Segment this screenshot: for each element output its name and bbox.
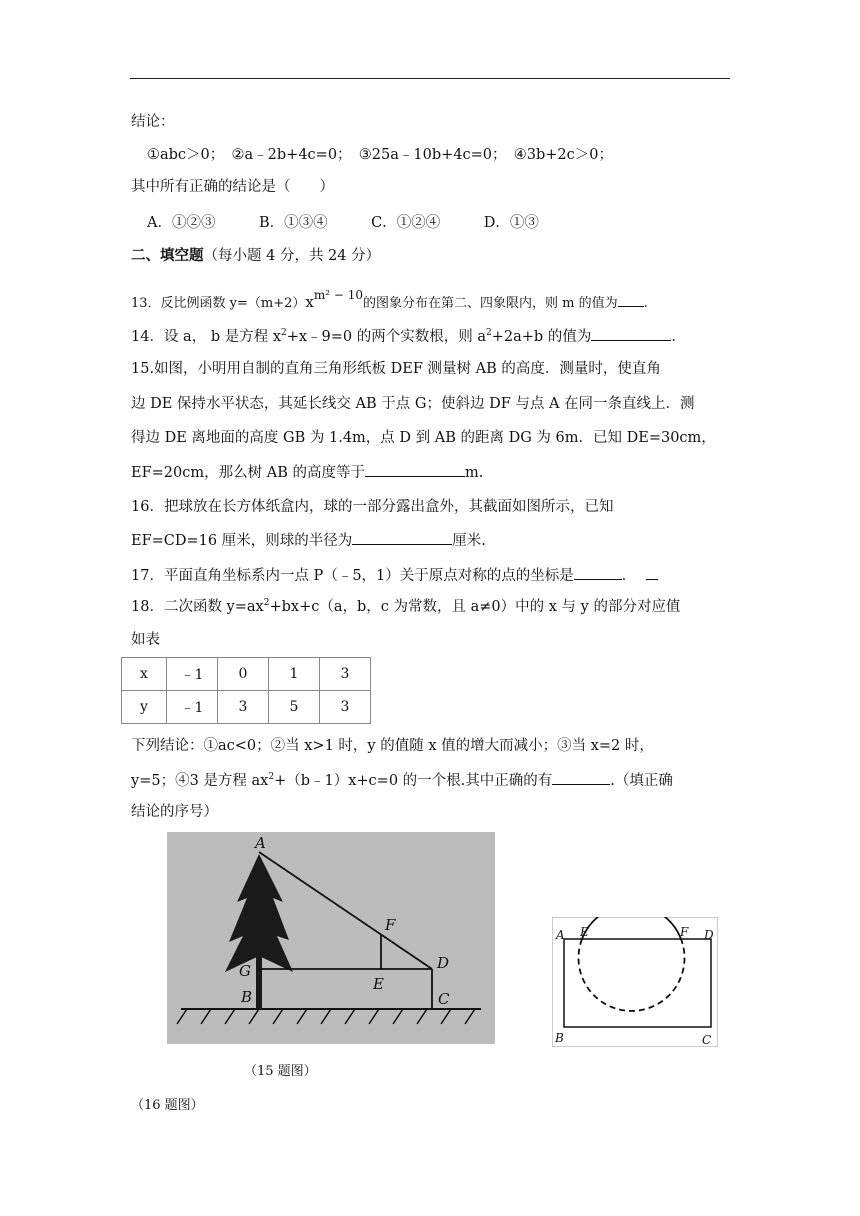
q18-line1-a: 18．二次函数 y=ax — [131, 599, 264, 615]
q15-line4 — [131, 462, 483, 483]
label-D: D — [704, 928, 714, 942]
table-cell: ﹣1 — [167, 691, 218, 724]
q15-line2: 边 DE 保持水平状态，其延长线交 AB 于点 G；使斜边 DF 与点 A 在同一条直线上．测 — [131, 396, 695, 412]
q18-answer-blank[interactable] — [552, 770, 610, 785]
q13-end: . — [643, 296, 648, 311]
q15-line4-text: EF=20cm，那么树 AB 的高度等于 — [131, 465, 365, 481]
table-cell: 3 — [320, 691, 371, 724]
q16-line2-text: EF=CD=16 厘米，则球的半径为 — [131, 533, 353, 549]
q14-end: . — [671, 329, 676, 345]
value-table — [121, 657, 371, 724]
label-C: C — [702, 1033, 712, 1047]
label-G: G — [239, 962, 251, 980]
q13-answer-blank[interactable] — [618, 292, 644, 307]
answer-options: A．①②③ B．①③④ C．①②④ D．①③ — [147, 215, 539, 231]
label-A: A — [255, 834, 266, 852]
q15-line1: 15.如图，小明用自制的直角三角形纸板 DEF 测量树 AB 的高度．测量时，使直角 — [131, 361, 661, 377]
q17-text: 17．平面直角坐标系内一点 P（﹣5，1）关于原点对称的点的坐标是 — [131, 568, 574, 584]
q18-conclusions-1: 下列结论：①ac<0；②当 x>1 时，y 的值随 x 值的增大而减小；③当 x=2 时， — [131, 738, 654, 754]
q14-part1: 14．设 a， b 是方程 x — [131, 329, 281, 345]
q13-post: 的图象分布在第二、四象限内，则 m 的值为 — [363, 296, 618, 311]
table-cell: x — [122, 658, 167, 691]
q18-conclusions-2 — [131, 770, 673, 791]
label-C: C — [438, 990, 450, 1008]
table-row — [122, 658, 371, 691]
section-heading — [131, 246, 380, 266]
q13-base: x — [305, 293, 314, 311]
q17-trailing-blank — [646, 565, 658, 580]
q18-line1 — [131, 597, 680, 617]
question-13 — [131, 288, 648, 314]
question-14 — [131, 326, 676, 347]
table-cell: 3 — [218, 691, 269, 724]
question-stem: 其中所有正确的结论是（ ） — [131, 179, 334, 195]
q18-c2-b: +（b﹣1）x+c=0 的一个根.其中正确的有 — [274, 773, 553, 789]
q16-line2 — [131, 530, 486, 551]
figure-16 — [552, 917, 718, 1047]
q18-sup2: 2 — [268, 772, 275, 783]
table-cell: 0 — [218, 658, 269, 691]
q18-line1-b: +bx+c（a，b，c 为常数，且 a≠0）中的 x 与 y 的部分对应值 — [269, 599, 681, 615]
q13-pre: 13．反比例函数 y=（m+2） — [131, 296, 306, 311]
q16-answer-blank[interactable] — [352, 530, 452, 545]
q16-line1: 16．把球放在长方体纸盒内，球的一部分露出盒外，其截面如图所示，已知 — [131, 499, 614, 515]
q17-end: ． — [621, 568, 637, 584]
label-A: A — [556, 928, 565, 942]
q15-answer-blank[interactable] — [365, 462, 465, 477]
conclusions-line: ①abc＞0； ②a﹣2b+4c=0； ③25a﹣10b+4c=0； ④3b+2c＞0； — [147, 147, 613, 163]
table-cell: ﹣1 — [167, 658, 218, 691]
table-cell: 5 — [269, 691, 320, 724]
q18-sup1: 2 — [263, 598, 270, 609]
figure-16-caption: （16 题图） — [131, 1098, 204, 1113]
q14-answer-blank[interactable] — [591, 326, 671, 341]
figure-15-caption: （15 题图） — [244, 1064, 317, 1079]
label-E: E — [373, 975, 384, 993]
q18-c2-a: y=5；④3 是方程 ax — [131, 773, 269, 789]
q13-exponent: m² − 10 — [313, 288, 364, 302]
header-rule — [130, 78, 730, 79]
q14-part3: +2a+b 的值为 — [491, 329, 592, 345]
q16-unit: 厘米. — [452, 533, 486, 549]
table-cell: 1 — [269, 658, 320, 691]
conclusion-label: 结论： — [131, 114, 175, 130]
table-row — [122, 691, 371, 724]
label-D: D — [437, 954, 450, 972]
label-F: F — [385, 916, 396, 934]
q18-c2-c: .（填正确 — [610, 773, 673, 789]
q14-sup1: 2 — [281, 328, 287, 339]
section-note: （每小题 4 分，共 24 分） — [203, 248, 381, 264]
table-cell: y — [122, 691, 167, 724]
q14-sup2: 2 — [486, 328, 492, 339]
label-F: F — [680, 925, 689, 939]
q17-answer-blank[interactable] — [574, 565, 622, 580]
label-B: B — [241, 988, 253, 1006]
table-cell: 3 — [320, 658, 371, 691]
figure-15 — [167, 832, 495, 1044]
figure-15-background — [167, 832, 495, 1044]
section-title: 二、填空题 — [131, 247, 204, 264]
label-E: E — [580, 925, 589, 939]
q18-line2: 如表 — [131, 632, 160, 648]
q18-conclusions-3: 结论的序号） — [131, 804, 218, 820]
q15-unit: m. — [464, 465, 484, 481]
q14-part2: +x﹣9=0 的两个实数根，则 a — [286, 329, 487, 345]
label-B: B — [555, 1031, 564, 1045]
question-17 — [131, 565, 658, 586]
q15-line3: 得边 DE 离地面的高度 GB 为 1.4m，点 D 到 AB 的距离 DG 为 6m．已知 DE=30cm， — [131, 430, 716, 446]
